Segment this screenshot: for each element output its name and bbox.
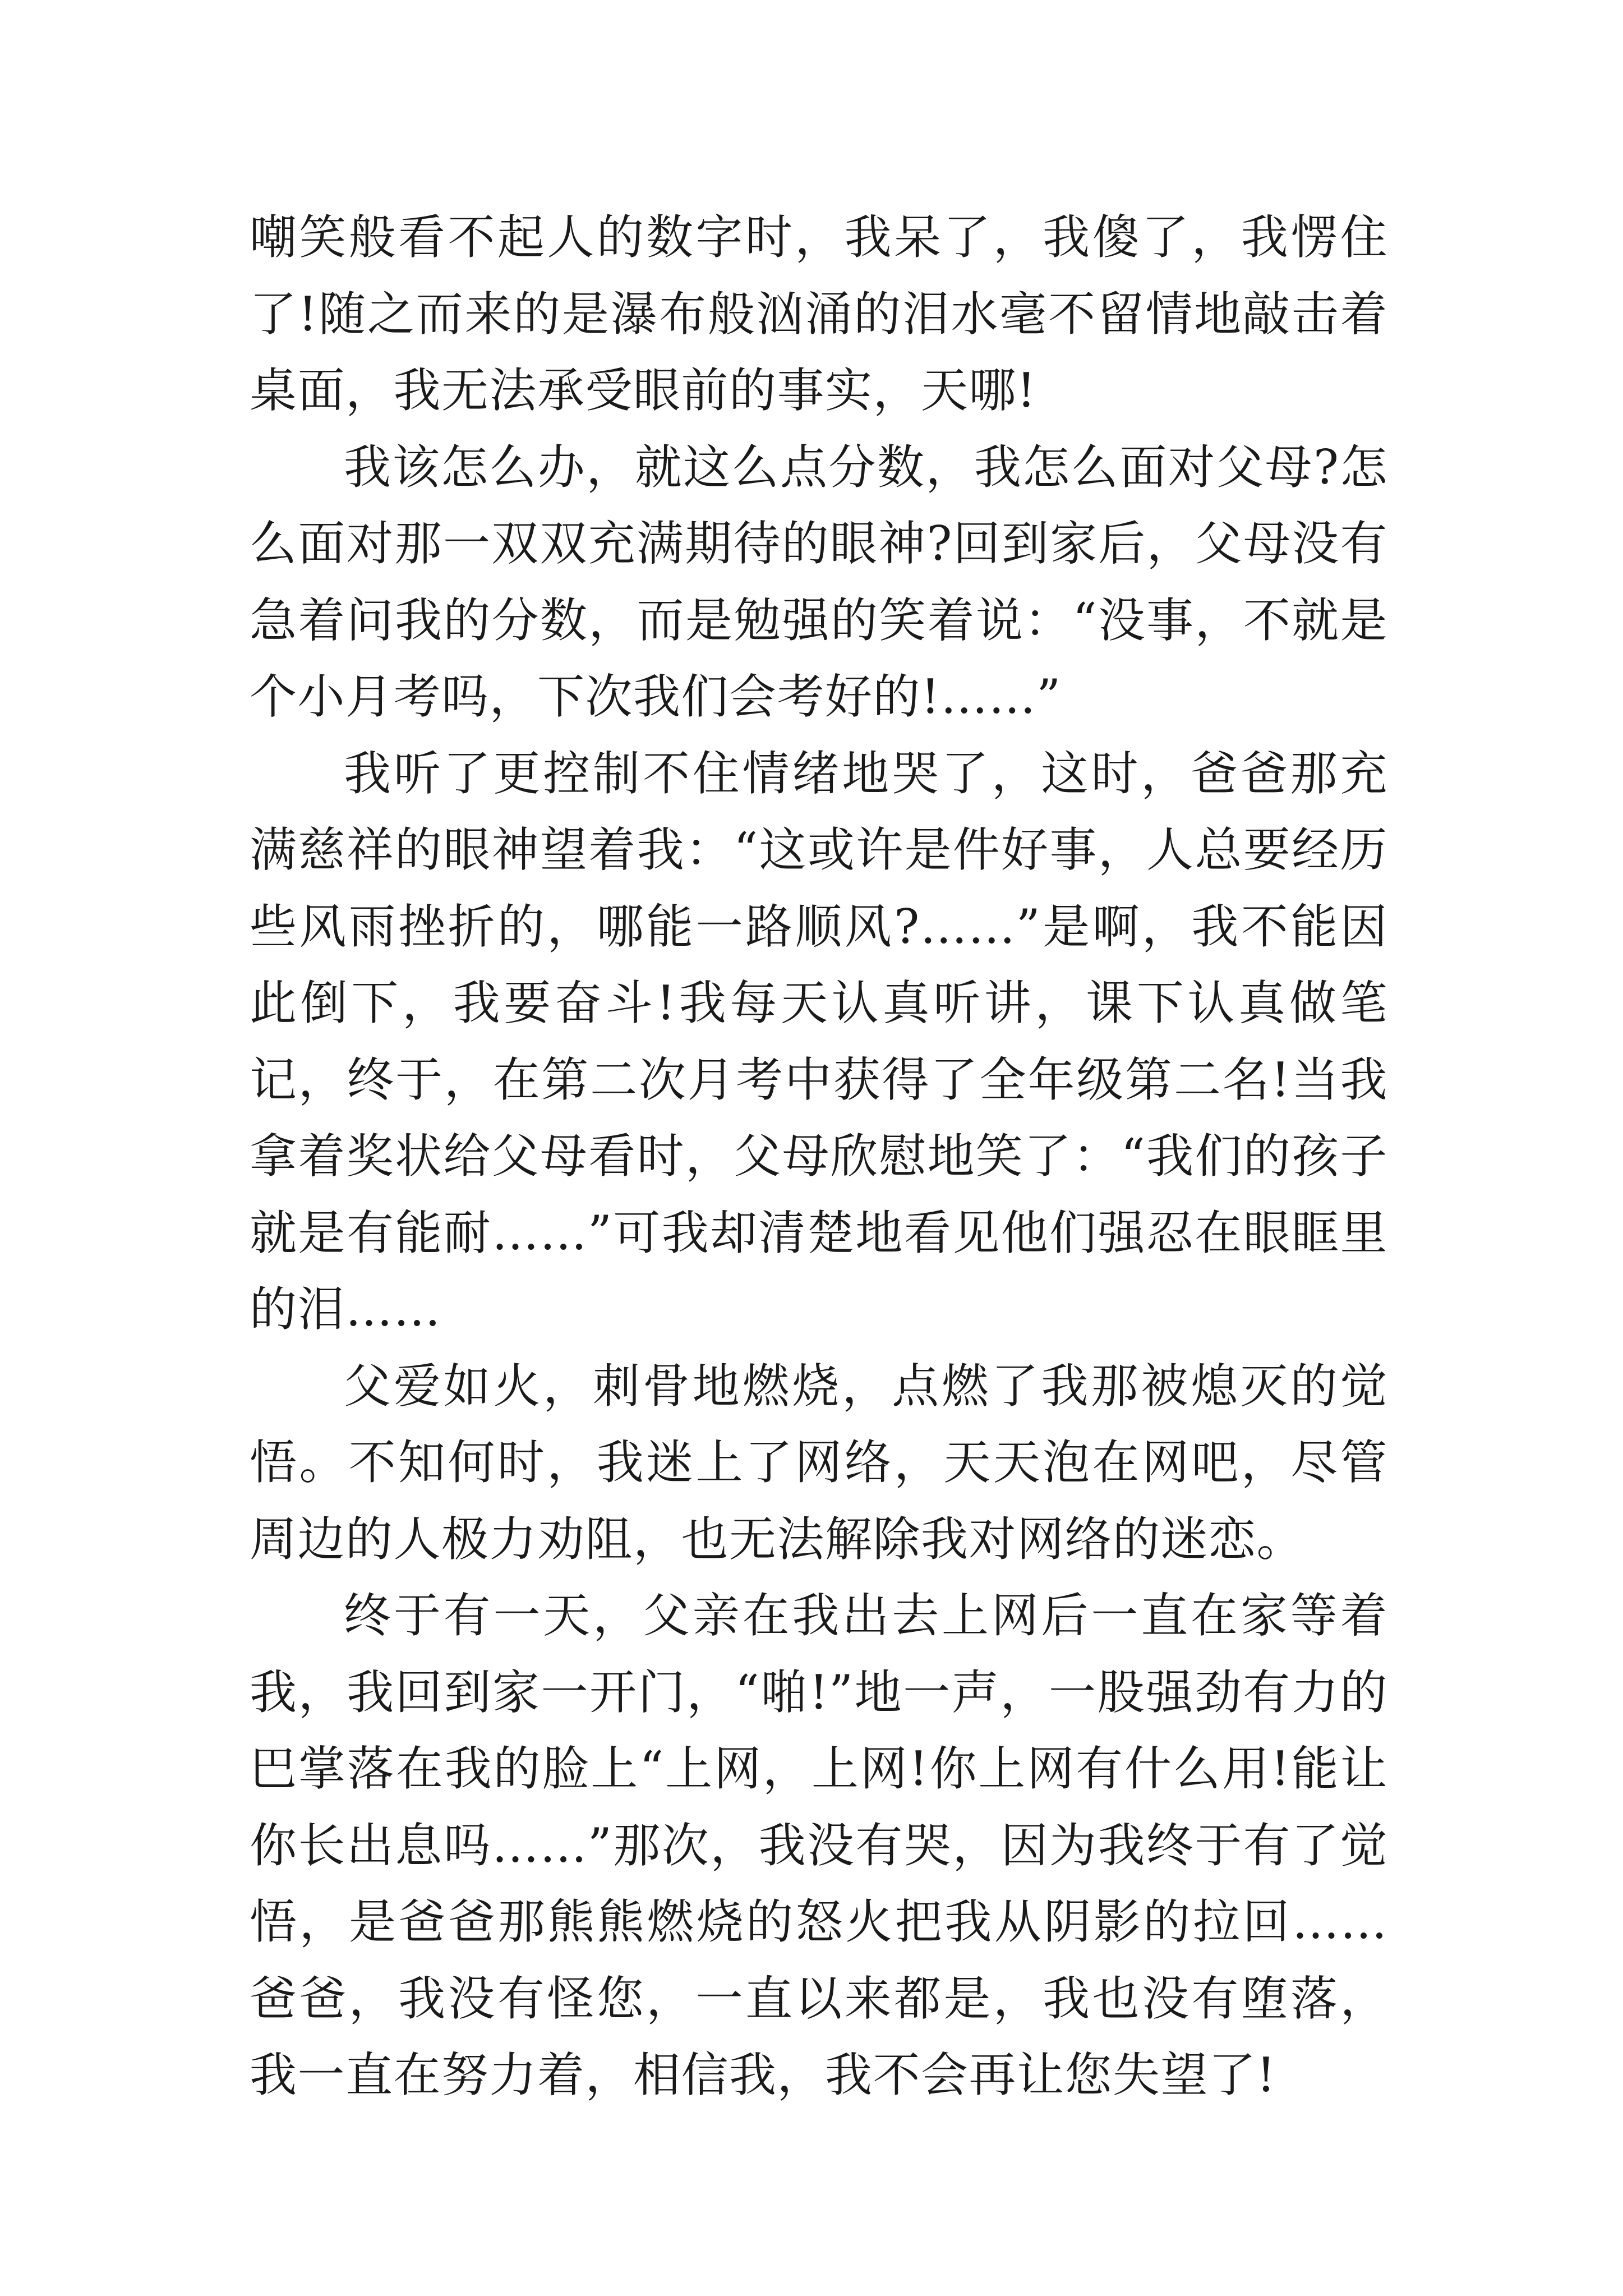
paragraph-1: 嘲笑般看不起人的数字时，我呆了，我傻了，我愣住了!随之而来的是瀑布般汹涌的泪水毫不留情地敲击着桌面，我无法承受眼前的事实，天哪! <box>250 210 1388 418</box>
paragraph-3: 我听了更控制不住情绪地哭了，这时，爸爸那充满慈祥的眼神望着我：“这或许是件好事，人总要经历些风雨挫折的，哪能一路顺风?……”是啊，我不能因此倒下，我要奋斗!我每天认真听讲，课下认真做笔记，终于，在第二次月考中获得了全年级第二名!当我拿着奖状给父母看时，父母欣慰地笑了：“我们的孩子就是有能耐……”可我却清楚地看见他们强忍在眼眶里的泪…… <box>250 746 1388 1337</box>
essay-body <box>250 199 1388 2114</box>
paragraph-5: 终于有一天，父亲在我出去上网后一直在家等着我，我回到家一开门，“啪!”地一声，一股强劲有力的巴掌落在我的脸上“上网，上网!你上网有什么用!能让你长出息吗……”那次，我没有哭，因为我终于有了觉悟，是爸爸那熊熊燃烧的怒火把我从阴影的拉回……爸爸，我没有怪您，一直以来都是，我也没有堕落，我一直在努力着，相信我，我不会再让您失望了! <box>250 1588 1388 2102</box>
paragraph-2: 我该怎么办，就这么点分数，我怎么面对父母?怎么面对那一双双充满期待的眼神?回到家后，父母没有急着问我的分数，而是勉强的笑着说：“没事，不就是个小月考吗，下次我们会考好的!……” <box>250 439 1388 724</box>
paragraph-4: 父爱如火，刺骨地燃烧，点燃了我那被熄灭的觉悟。不知何时，我迷上了网络，天天泡在网吧，尽管周边的人极力劝阻，也无法解除我对网络的迷恋。 <box>250 1358 1388 1567</box>
